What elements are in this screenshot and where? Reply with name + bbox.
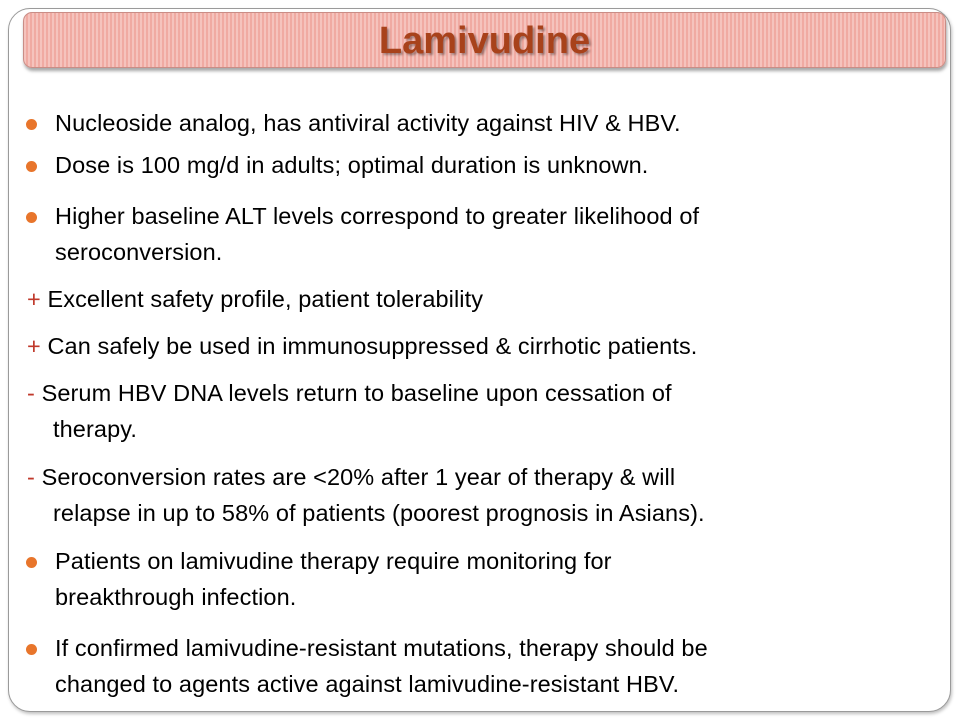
- item-line: Patients on lamivudine therapy require monitoring for: [55, 548, 612, 574]
- plus-sign: +: [27, 286, 41, 312]
- minus-sign: -: [27, 380, 35, 406]
- item-line: Seroconversion rates are <20% after 1 year of therapy & will: [34, 464, 676, 490]
- item-line: Serum HBV DNA levels return to baseline upon cessation of: [34, 380, 672, 406]
- item-line: If confirmed lamivudine-resistant mutations, therapy should be: [55, 635, 708, 661]
- item-line: Nucleoside analog, has antiviral activity against HIV & HBV.: [55, 110, 681, 136]
- item-line: Can safely be used in immunosuppressed & cirrhotic patients.: [40, 333, 698, 359]
- bullet-dot-icon: [26, 119, 37, 130]
- item-line: seroconversion.: [55, 239, 223, 265]
- minus-sign: -: [27, 464, 35, 490]
- item-line: Dose is 100 mg/d in adults; optimal duration is unknown.: [55, 152, 649, 178]
- slide-title: Lamivudine: [378, 20, 591, 62]
- bullet-dot-icon: [26, 557, 37, 568]
- item-line: Higher baseline ALT levels correspond to greater likelihood of: [55, 203, 700, 229]
- plus-sign: +: [27, 333, 41, 359]
- item-line: changed to agents active against lamivudine-resistant HBV.: [55, 671, 680, 697]
- item-line: relapse in up to 58% of patients (poorest prognosis in Asians).: [53, 500, 705, 526]
- bullet-dot-icon: [26, 212, 37, 223]
- item-line: breakthrough infection.: [55, 584, 297, 610]
- bullet-dot-icon: [26, 644, 37, 655]
- item-line: Excellent safety profile, patient tolerability: [40, 286, 484, 312]
- item-line: therapy.: [53, 416, 137, 442]
- bullet-dot-icon: [26, 161, 37, 172]
